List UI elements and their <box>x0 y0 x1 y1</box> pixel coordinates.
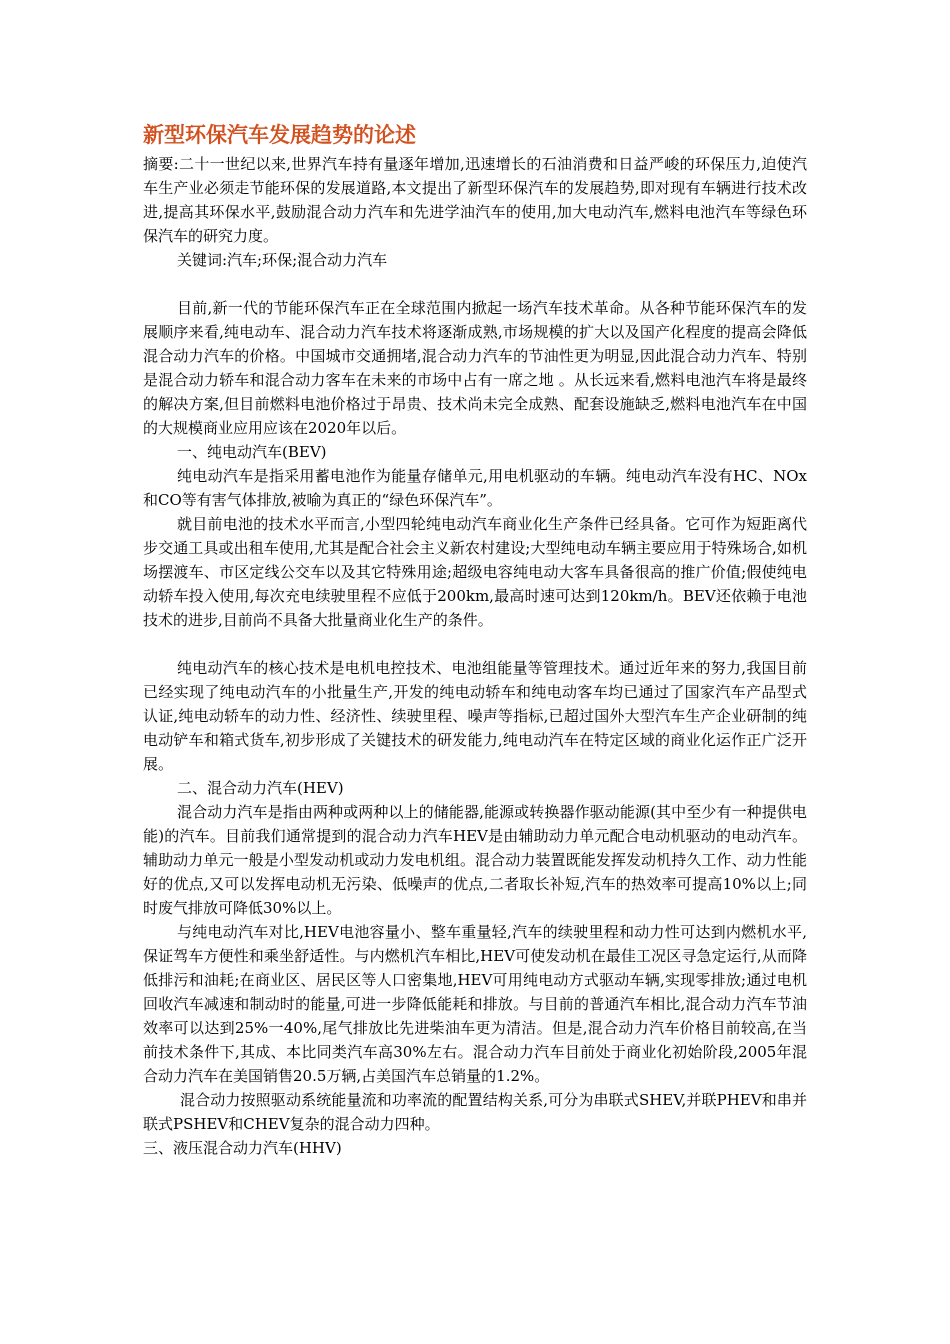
abstract-paragraph: 摘要:二十一世纪以来,世界汽车持有量逐年增加,迅速增长的石油消费和日益严峻的环保压力,迫使汽车生产业必须走节能环保的发展道路,本文提出了新型环保汽车的发展趋势,即对现有车辆进行技术改进,提高其环保水平,鼓励混合动力汽车和先进学油汽车的使用,加大电动汽车,燃料电池汽车等绿色环保汽车的研究力度。 <box>143 155 807 245</box>
section-heading-hev: 二、混合动力汽车(HEV) <box>177 779 344 797</box>
bev-paragraph-1: 纯电动汽车是指采用蓄电池作为能量存储单元,用电机驱动的车辆。纯电动汽车没有HC、NOx和CO等有害气体排放,被喻为真正的“绿色环保汽车”。 <box>143 467 807 509</box>
hev-paragraph-1: 混合动力汽车是指由两种或两种以上的储能器,能源或转换器作驱动能源(其中至少有一种提供电能)的汽车。目前我们通常提到的混合动力汽车HEV是由辅助动力单元配合电动机驱动的电动汽车。辅助动力单元一般是小型发动机或动力发电机组。混合动力装置既能发挥发动机持久工作、动力性能好的优点,又可以发挥电动机无污染、低噪声的优点,二者取长补短,汽车的热效率可提高10%以上;同时废气排放可降低30%以上。 <box>143 803 807 917</box>
blank-line <box>143 632 807 656</box>
hev-paragraph-2: 与纯电动汽车对比,HEV电池容量小、整车重量轻,汽车的续驶里程和动力性可达到内燃机水平,保证驾车方便性和乘坐舒适性。与内燃机汽车相比,HEV可使发动机在最佳工况区寻急定运行,从而降低排污和油耗;在商业区、居民区等人口密集地,HEV可用纯电动方式驱动车辆,实现零排放;通过电机回收汽车减速和制动时的能量,可进一步降低能耗和排放。与目前的普通汽车相比,混合动力汽车节油效率可以达到25%一40%,尾气排放比先进柴油车更为清洁。但是,混合动力汽车价格目前较高,在当前技术条件下,其成、本比同类汽车高30%左右。混合动力汽车目前处于商业化初始阶段,2005年混合动力汽车在美国销售20.5万辆,占美国汽车总销量的1.2%。 <box>143 923 807 1085</box>
section-heading-bev: 一、纯电动汽车(BEV) <box>177 443 327 461</box>
section-heading-hhv: 三、液压混合动力汽车(HHV) <box>143 1139 342 1157</box>
keywords-line: 关键词:汽车;环保;混合动力汽车 <box>177 251 388 269</box>
bev-paragraph-3: 纯电动汽车的核心技术是电机电控技术、电池组能量等管理技术。通过近年来的努力,我国目前已经实现了纯电动汽车的小批量生产,开发的纯电动轿车和纯电动客车均已通过了国家汽车产品型式认证,纯电动轿车的动力性、经济性、续驶里程、噪声等指标,已超过国外大型汽车生产企业研制的纯电动铲车和箱式货车,初步形成了关键技术的研发能力,纯电动汽车在特定区域的商业化运作正广泛开展。 <box>143 659 807 773</box>
blank-line <box>143 272 807 296</box>
document-page <box>143 118 807 1160</box>
bev-paragraph-2: 就目前电池的技术水平而言,小型四轮纯电动汽车商业化生产条件已经具备。它可作为短距离代步交通工具或出租车使用,尤其是配合社会主义新农村建设;大型纯电动车辆主要应用于特殊场合,如机场摆渡车、市区定线公交车以及其它特殊用途;超级电容纯电动大客车具备很高的推广价值;假使纯电动轿车投入使用,每次充电续驶里程不应低于200km,最高时速可达到120km/h。BEV还依赖于电池技术的进步,目前尚不具备大批量商业化生产的条件。 <box>143 515 807 629</box>
document-title: 新型环保汽车发展趋势的论述 <box>143 123 416 147</box>
hev-paragraph-3: 混合动力按照驱动系统能量流和功率流的配置结构关系,可分为串联式SHEV,并联PHEV和串并联式PSHEV和CHEV复杂的混合动力四种。 <box>143 1091 807 1133</box>
intro-paragraph: 目前,新一代的节能环保汽车正在全球范围内掀起一场汽车技术革命。从各种节能环保汽车的发展顺序来看,纯电动车、混合动力汽车技术将逐渐成熟,市场规模的扩大以及国产化程度的提高会降低混合动力汽车的价格。中国城市交通拥堵,混合动力汽车的节油性更为明显,因此混合动力汽车、特别是混合动力轿车和混合动力客车在未来的市场中占有一席之地 。从长远来看,燃料电池汽车将是最终的解决方案,但目前燃料电池价格过于昂贵、技术尚未完全成熟、配套设施缺乏,燃料电池汽车在中国的大规模商业应用应该在2020年以后。 <box>143 299 807 437</box>
